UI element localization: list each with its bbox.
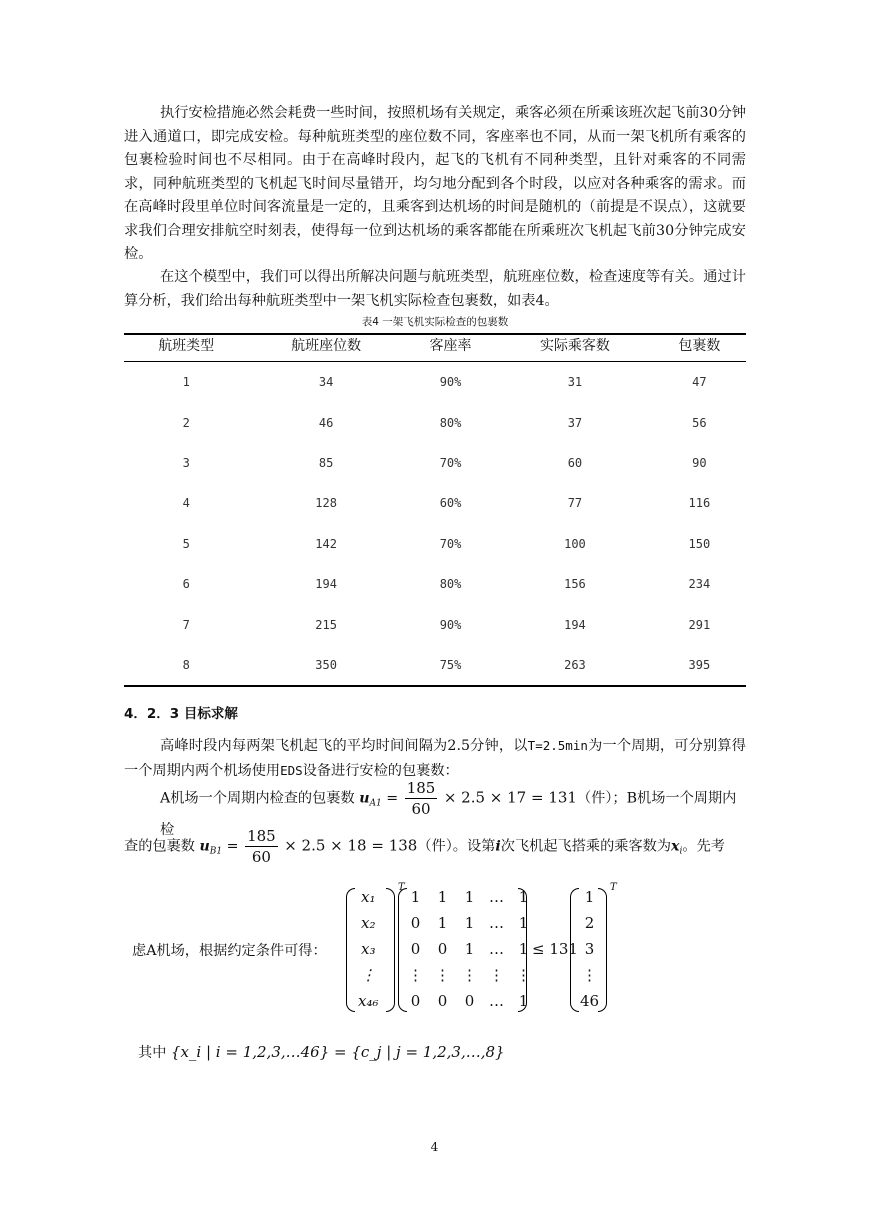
x-vector-entry: x₄₆ — [358, 992, 379, 1010]
matrix-entry: ⋮ — [462, 966, 477, 984]
page-number: 4 — [430, 1140, 439, 1154]
matrix-entry: … — [489, 914, 504, 932]
matrix-entry: 0 — [437, 940, 448, 958]
table-cell: 37 — [567, 415, 583, 430]
table-cell: 156 — [564, 577, 586, 592]
rhs-vector-entry: 3 — [584, 940, 595, 958]
paren-right-r — [598, 888, 607, 1012]
period-T: T=2.5min — [527, 738, 588, 753]
table-cell: 46 — [318, 415, 334, 430]
table-cell: 90% — [439, 375, 462, 390]
table-cell: 4 — [182, 496, 190, 511]
eq-b-sub: B1 — [209, 846, 223, 857]
x-vector-entry: x₃ — [361, 940, 376, 958]
matrix-entry: 1 — [437, 888, 448, 906]
table-cell: 47 — [692, 375, 707, 390]
table-cell: 56 — [692, 415, 707, 430]
coefficient-matrix — [402, 888, 537, 1010]
table-cell: 8 — [124, 645, 248, 686]
matrix-entry: 1 — [410, 888, 421, 906]
rhs-vector-entry: 2 — [584, 914, 595, 932]
set-prefix: 其中 — [138, 1045, 167, 1061]
x-vector — [352, 888, 385, 1010]
eq-b-x: x — [671, 838, 680, 855]
eq-b-expr: × 2.5 × 18 = 138 — [284, 836, 418, 855]
table-cell: 194 — [315, 577, 337, 592]
paren-right-M — [518, 888, 527, 1012]
header-seats: 航班座位数 — [248, 334, 404, 362]
eq-a-den: 60 — [411, 800, 431, 818]
matrix-entry: 0 — [464, 992, 475, 1010]
matrix-entry: ⋮ — [408, 966, 423, 984]
matrix-relation: ≤ 131 — [532, 940, 578, 958]
header-baggage: 包裹数 — [653, 334, 746, 362]
table-cell: 75% — [404, 645, 497, 686]
matrix-column — [429, 888, 456, 1010]
baggage-table — [124, 333, 746, 687]
table-cell: 70% — [439, 536, 462, 551]
eq-a-prefix: A机场一个周期内检查的包裹数 — [160, 790, 355, 807]
matrix-entry: … — [489, 888, 504, 906]
transpose-T-1: T — [398, 882, 405, 893]
x-vector-entry: x₂ — [361, 914, 376, 932]
eq-a-sub: A1 — [369, 798, 382, 809]
table-header-row — [124, 334, 746, 362]
matrix-entry: ⋮ — [435, 966, 450, 984]
table-row — [124, 443, 746, 483]
set-definition — [124, 1042, 746, 1062]
table-cell: 85 — [318, 455, 334, 470]
header-passengers: 实际乘客数 — [497, 334, 653, 362]
eq-b-den: 60 — [251, 848, 271, 866]
eq-a-num: 185 — [406, 779, 436, 797]
paren-right-x — [386, 888, 395, 1012]
section-heading — [124, 702, 238, 722]
table-cell: 60 — [567, 455, 583, 470]
eq-b-var: u — [199, 838, 210, 855]
eq-b-end: 。先考 — [682, 838, 725, 855]
matrix-column — [456, 888, 483, 1010]
table-cell: 34 — [318, 375, 334, 390]
matrix-entry: … — [489, 992, 504, 1010]
rhs-vector-entry: 1 — [584, 888, 595, 906]
matrix-entry: 1 — [518, 888, 529, 906]
table-cell: 116 — [688, 496, 711, 511]
rhs-vector-entry: ⋮ — [582, 966, 598, 984]
paragraph-period — [124, 734, 746, 783]
table-cell: 5 — [182, 536, 190, 551]
eq-a-unit: （件）；B机场一个周期内检 — [160, 790, 737, 838]
section-title: 目标求解 — [183, 706, 238, 722]
matrix-entry: 1 — [518, 940, 529, 958]
eq-b-unit: （件）。设第 — [417, 838, 496, 855]
header-load-factor: 客座率 — [404, 334, 497, 362]
eq-b-xsub: i — [679, 846, 683, 857]
table-cell: 150 — [688, 536, 711, 551]
table-cell: 31 — [567, 375, 583, 390]
matrix-entry: 1 — [464, 940, 475, 958]
matrix-entry: ⋮ — [489, 966, 504, 984]
period-text-a: 高峰时段内每两架飞机起飞的平均时间间隔为2.5分钟，以 — [160, 738, 528, 754]
constraint-matrix-line — [124, 882, 746, 1022]
table-row — [124, 524, 746, 564]
matrix-label: 虑A机场，根据约定条件可得： — [132, 943, 327, 959]
eq-b-fraction — [245, 826, 278, 867]
x-vector-entry: x₁ — [361, 888, 376, 906]
matrix-entry: 1 — [518, 914, 529, 932]
paragraph-intro: 执行安检措施必然会耗费一些时间，按照机场有关规定，乘客必须在所乘该班次起飞前30分钟进入通道口，即完成安检。每种航班类型的座位数不同，客座率也不同，从而一架飞机所有乘客的包裹检验时间也不尽相同。由于在高峰时段内，起飞的飞机有不同种类型，且针对乘客的不同需求，同种航班类型的飞机起飞时间尽量错开，均匀地分配到各个时段，以应对各种乘客的需求。而在高峰时段里单位时间客流量是一定的，且乘客到达机场的时间是随机的（前提是不误点），这就要求我们合理安排航空时刻表，使得每一位到达机场的乘客都能在所乘班次飞机起飞前30分钟完成安检。 — [124, 105, 746, 262]
matrix-entry: ⋮ — [516, 966, 531, 984]
table-cell: 80% — [439, 415, 462, 430]
table-cell: 215 — [315, 617, 337, 632]
x-vector-col — [352, 888, 385, 1010]
matrix-entry: 1 — [437, 914, 448, 932]
table-row — [124, 362, 746, 403]
matrix-entry: 1 — [464, 914, 475, 932]
table-cell: 234 — [688, 577, 711, 592]
table-row — [124, 604, 746, 644]
table-cell: 194 — [564, 617, 586, 632]
table-cell: 90% — [439, 617, 462, 632]
transpose-T-2: T — [610, 882, 617, 893]
eq-a-expr: × 2.5 × 17 = 131 — [443, 788, 577, 807]
matrix-entry: 0 — [410, 992, 421, 1010]
table-cell: 263 — [497, 645, 653, 686]
eq-b-mid: 次飞机起飞搭乘的乘客数为 — [500, 838, 672, 855]
table-row — [124, 564, 746, 604]
period-text-c: 为一个周期，可分别算得一个周期内两个机场使用 — [124, 738, 746, 779]
section-number: 4．2．3 — [124, 706, 180, 722]
table-cell: 2 — [182, 415, 190, 430]
table-cell: 60% — [439, 496, 462, 511]
matrix-entry: 1 — [464, 888, 475, 906]
eq-b-prefix: 查的包裹数 — [124, 838, 195, 855]
x-vector-entry: ⋮ — [360, 966, 376, 984]
header-flight-type: 航班类型 — [124, 334, 248, 362]
paragraph-model: 在这个模型中，我们可以得出所解决问题与航班类型，航班座位数，检查速度等有关。通过计算分析，我们给出每种航班类型中一架飞机实际检查包裹数，如表4。 — [124, 269, 746, 309]
table-cell: 7 — [182, 617, 190, 632]
eq-a-var: u — [359, 790, 370, 807]
period-eds: EDS — [280, 762, 303, 778]
period-text-e: 设备进行安检的包裹数： — [302, 762, 459, 779]
rhs-vector-entry: 46 — [580, 992, 600, 1010]
equation-b: 查的包裹数 $u_{B1}$ = $\frac{185}{60}$ × 2.5 × 18 = 138（件）。设第i次飞机起飞搭乘的乘客数为$x_i$。先考 — [124, 827, 725, 866]
table-row — [124, 645, 746, 686]
table-cell: 77 — [567, 496, 583, 511]
matrix-entry: 0 — [437, 992, 448, 1010]
table-cell: 1 — [182, 375, 190, 390]
table-row — [124, 402, 746, 442]
matrix-entry: 0 — [410, 940, 421, 958]
matrix-column — [483, 888, 510, 1010]
table-cell: 3 — [182, 455, 190, 470]
table-cell: 100 — [564, 536, 586, 551]
matrix-entry: … — [489, 940, 504, 958]
eq-a-fraction — [405, 778, 438, 819]
matrix-entry: 0 — [410, 914, 421, 932]
table-cell: 80% — [439, 577, 462, 592]
table-cell: 350 — [248, 645, 404, 686]
set-expr: {x_i | i = 1,2,3,…46} = {c_j | j = 1,2,3,…,8} — [170, 1043, 505, 1061]
table-cell: 90 — [692, 455, 707, 470]
eq-b-i: i — [495, 838, 501, 855]
eq-b-num: 185 — [247, 827, 276, 845]
table-caption: 表4 一架飞机实际检查的包裹数 — [361, 316, 509, 328]
table-cell: 291 — [688, 617, 711, 632]
matrix-entry: 1 — [518, 992, 529, 1010]
matrix-column — [402, 888, 429, 1010]
table-cell: 6 — [182, 577, 190, 592]
equation-a: A机场一个周期内检查的包裹数 $u_{A1}$ = $\frac{185}{60}$ × 2.5 × 17 = 131（件）；B机场一个周期内检 — [160, 779, 737, 838]
table-row — [124, 483, 746, 523]
table-cell: 142 — [315, 536, 337, 551]
table-cell: 70% — [439, 455, 462, 470]
table-cell: 395 — [653, 645, 746, 686]
table-cell: 128 — [315, 496, 337, 511]
